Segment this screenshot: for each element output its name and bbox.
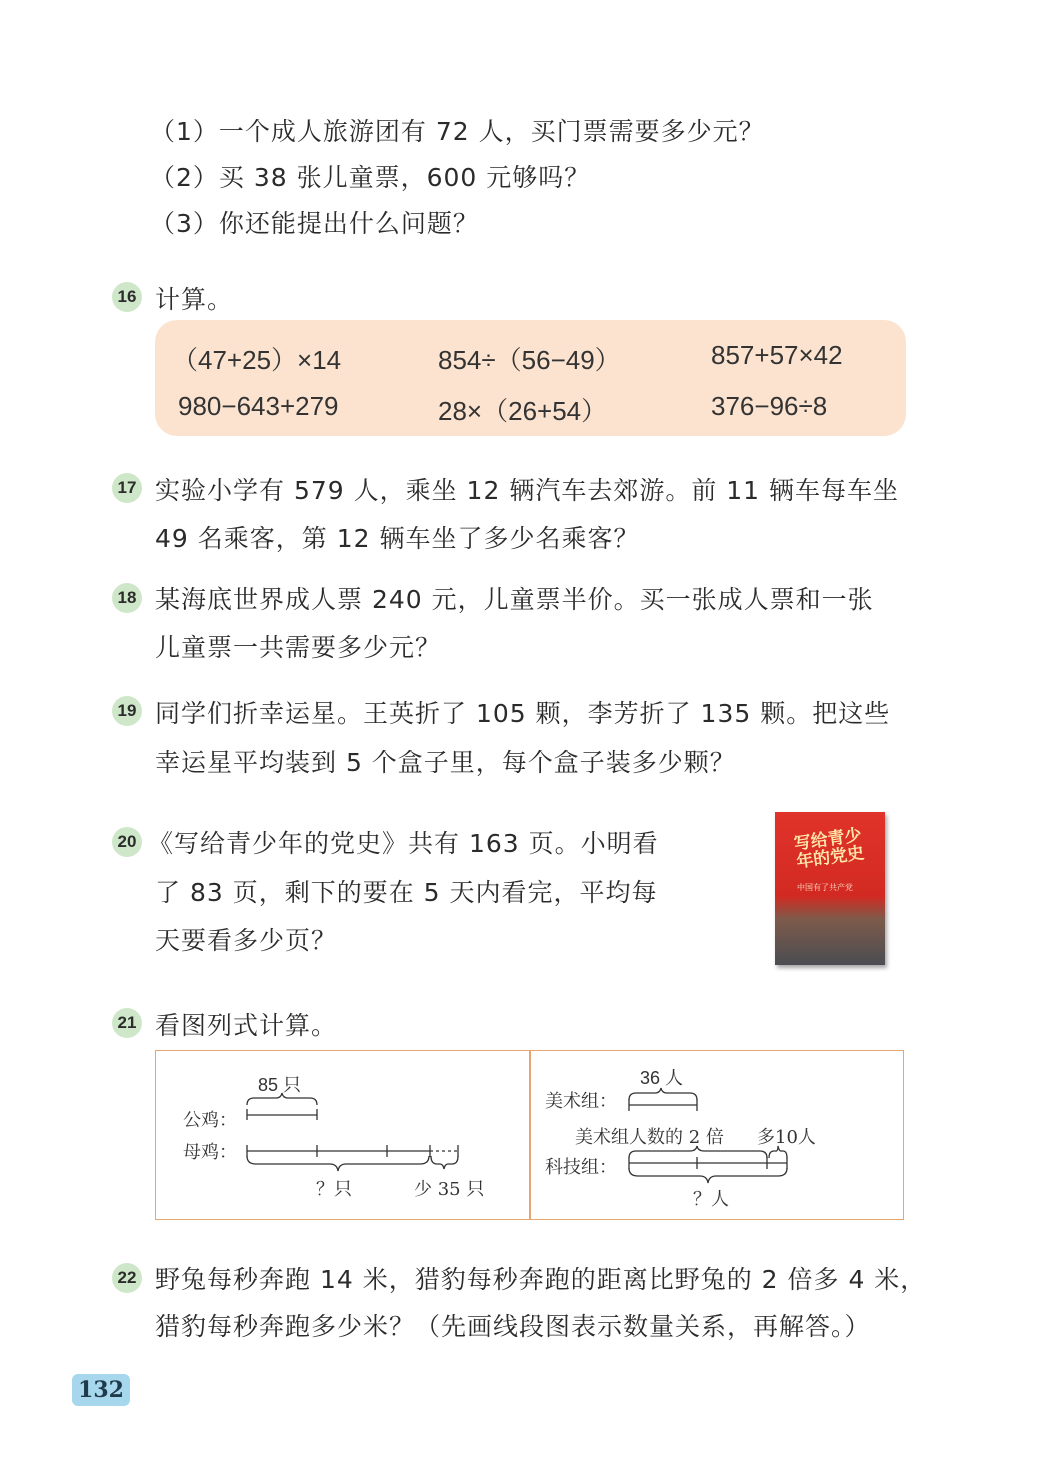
calc-expr: 28×（26+54） <box>438 396 608 426</box>
calc-expr: 376−96÷8 <box>711 391 828 421</box>
calc-expr: 857+57×42 <box>711 340 843 370</box>
question-number-21: 21 <box>112 1008 142 1038</box>
question-number-16: 16 <box>112 282 142 312</box>
book-title: 写给青少年的党史 <box>792 825 866 873</box>
calc-expr: （47+25）×14 <box>172 345 342 375</box>
question-20-line-3: 天要看多少页？ <box>155 926 338 955</box>
sub-question-3: （3）你还能提出什么问题？ <box>150 209 479 238</box>
question-18-line-2: 儿童票一共需要多少元？ <box>155 633 442 662</box>
question-19-line-1: 同学们折幸运星。王英折了 105 颗，李芳折了 135 颗。把这些 <box>155 699 891 728</box>
hen-question-label: ？只 <box>316 1179 352 1200</box>
question-22-line-2: 猎豹每秒奔跑多少米？（先画线段图表示数量关系，再解答。） <box>155 1312 871 1341</box>
calc-expr: 980−643+279 <box>178 391 339 421</box>
question-17-line-2: 49 名乘客，第 12 辆车坐了多少名乘客？ <box>155 524 640 553</box>
question-number-18: 18 <box>112 583 142 613</box>
question-20-line-1: 《写给青少年的党史》共有 163 页。小明看 <box>148 829 659 858</box>
question-number-22: 22 <box>112 1263 142 1293</box>
sub-question-1: （1）一个成人旅游团有 72 人，买门票需要多少元？ <box>150 117 765 146</box>
book-subtitle: 中国有了共产党 <box>797 883 853 892</box>
hen-label: 母鸡： <box>183 1142 237 1163</box>
question-number-17: 17 <box>112 473 142 503</box>
question-18-line-1: 某海底世界成人票 240 元，儿童票半价。买一张成人票和一张 <box>155 585 874 614</box>
less-35-label: 少 35 只 <box>414 1179 485 1200</box>
more-10-label: 多10人 <box>757 1127 816 1148</box>
tech-group-label: 科技组： <box>545 1157 617 1178</box>
sub-question-2: （2）买 38 张儿童票，600 元够吗？ <box>150 163 591 192</box>
question-19-line-2: 幸运星平均装到 5 个盒子里，每个盒子装多少颗？ <box>155 748 736 777</box>
question-number-20: 20 <box>112 827 142 857</box>
question-21-title: 看图列式计算。 <box>155 1011 338 1040</box>
art-group-count-label: 36 人 <box>640 1068 684 1088</box>
rooster-count-label: 85 只 <box>258 1075 302 1095</box>
question-number-19: 19 <box>112 696 142 726</box>
question-20-line-2: 了 83 页，剩下的要在 5 天内看完，平均每 <box>155 878 658 907</box>
calc-expr: 854÷（56−49） <box>438 345 621 375</box>
art-group-label: 美术组： <box>545 1091 617 1112</box>
question-22-line-1: 野兔每秒奔跑 14 米，猎豹每秒奔跑的距离比野兔的 2 倍多 4 米， <box>155 1265 927 1294</box>
rooster-label: 公鸡： <box>183 1110 237 1131</box>
page-number: 132 <box>72 1374 130 1406</box>
tech-question-label: ？人 <box>693 1189 729 1210</box>
question-17-line-1: 实验小学有 579 人，乘坐 12 辆汽车去郊游。前 11 辆车每车坐 <box>155 476 900 505</box>
double-art-group-label: 美术组人数的 2 倍 <box>575 1127 724 1148</box>
question-16-title: 计算。 <box>155 285 234 314</box>
